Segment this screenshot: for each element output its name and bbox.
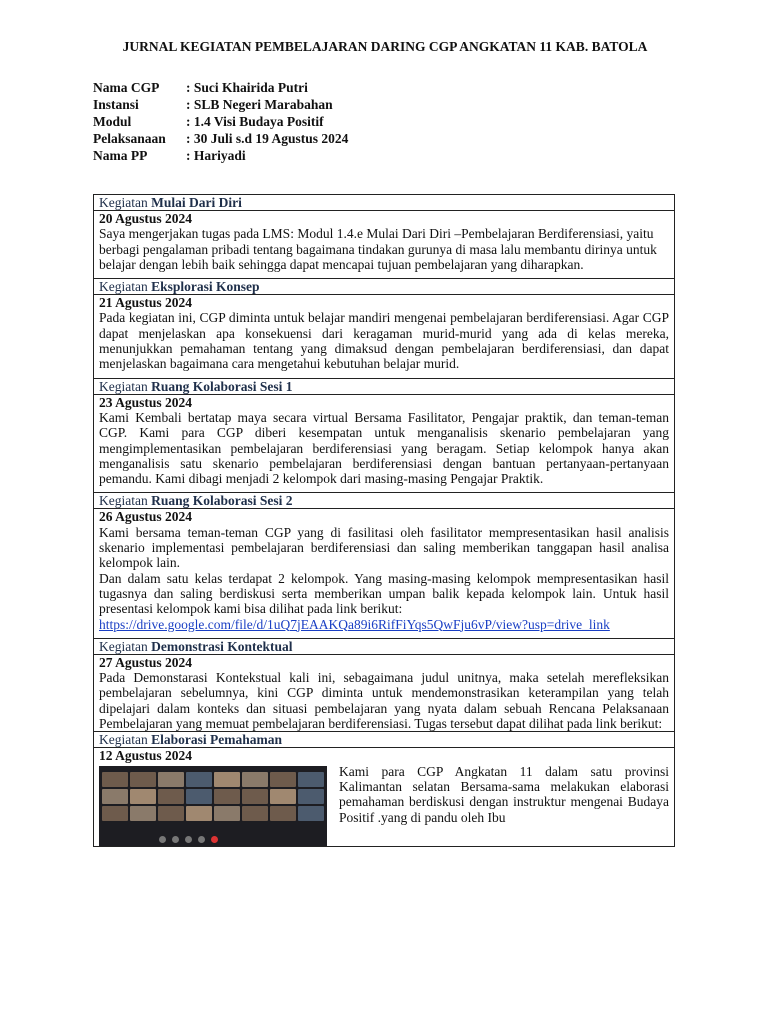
activity-name: Eksplorasi Konsep [151, 279, 260, 295]
activity-body [94, 211, 674, 278]
activity-header [94, 639, 674, 655]
activity-name: Demonstrasi Kontektual [151, 638, 293, 654]
participant-tile [158, 772, 184, 787]
participant-tile [214, 772, 240, 787]
activity-keyword: Kegiatan [99, 638, 148, 654]
participant-tile [242, 806, 268, 821]
activity-keyword: Kegiatan [99, 378, 148, 394]
meta-value: : Hariyadi [186, 148, 246, 163]
activity-name: Mulai Dari Diri [151, 195, 242, 210]
activity-text: Kami Kembali bertatap maya secara virtual Bersama Fasilitator, Pengajar praktik, dan teman-teman CGP. Kami para CGP diberi kesempatan untuk menganalisis skenario pembelajaran yang mengimplementasikan pembelajaran berdiferensiasi yang beragam. Setiap kelompok hanya akan menganalisis satu skenario pembelajaran berdiferensiasi dengan bantuan pertanyaan-pertanyaan pemandu. Kami dibagi menjadi 2 kelompok dari masing-masing Pengajar Praktik. [99, 409, 669, 487]
activity-name: Ruang Kolaborasi Sesi 2 [151, 493, 293, 509]
participant-tile [130, 789, 156, 804]
activity-eksplorasi-konsep [94, 279, 674, 378]
camera-icon [172, 836, 179, 843]
identity-block [93, 79, 348, 164]
activity-body [94, 748, 674, 845]
activity-ruang-kolaborasi-2 [94, 493, 674, 638]
meta-label: Instansi [93, 97, 139, 112]
activity-date: 26 Agustus 2024 [99, 509, 193, 525]
meta-value: : SLB Negeri Marabahan [186, 97, 333, 112]
activity-text: Saya mengerjakan tugas pada LMS: Modul 1.4.e Mulai Dari Diri –Pembelajaran Berdiferensiasi, yaitu berbagi pengalaman pribadi tentang bagaimana tindakan gurunya di masa lalu membantu dirinya untuk belajar dengan lebih baik sehingga dapat mencapai tujuan pembelajaran yang diharapkan. [99, 226, 657, 272]
activity-body [94, 295, 674, 377]
participant-tile [158, 789, 184, 804]
meta-value: : 1.4 Visi Budaya Positif [186, 114, 324, 129]
activity-keyword: Kegiatan [99, 493, 148, 509]
activity-header [94, 195, 674, 211]
meta-row [93, 113, 348, 130]
activity-header [94, 379, 674, 395]
share-icon [185, 836, 192, 843]
activity-demonstrasi-kontektual [94, 639, 674, 732]
meta-label: Nama CGP [93, 80, 160, 95]
call-controls [159, 836, 218, 843]
activity-text-2: Dan dalam satu kelas terdapat 2 kelompok. Yang masing-masing kelompok mempresentasikan hasil tugasnya dan saling berdiskusi serta memberikan umpan balik kepada kelompok lain. Untuk hasil presentasi kelompok kami bisa dilihat pada link berikut: [99, 570, 669, 617]
activity-text: Kami bersama teman-teman CGP yang di fasilitasi oleh fasilitator mempresentasikan hasil analisis skenario implementasi pembelajaran berdiferensiasi dan saling memberikan tanggapan hasil analisa kelompok lain. [99, 524, 669, 571]
activity-text: Kami para CGP Angkatan 11 dalam satu provinsi Kalimantan selatan Bersama-sama melakukan elaborasi pemahaman berdiskusi dengan instruktur mengenai Budaya Positif .yang di pandu oleh Ibu [339, 763, 669, 825]
activity-header [94, 279, 674, 295]
participant-tile [186, 806, 212, 821]
activity-ruang-kolaborasi-1 [94, 379, 674, 494]
activity-date: 27 Agustus 2024 [99, 654, 193, 670]
elaboration-content [99, 764, 669, 846]
activity-name: Elaborasi Pemahaman [151, 732, 282, 748]
activity-text: Pada kegiatan ini, CGP diminta untuk belajar mandiri mengenai pembelajaran berdiferensiasi. Agar CGP dapat menjelaskan apa konsekuensi dari keragaman murid-murid yang ada di kelas mereka, menunjukkan pemahaman tentang yang dimaksud dengan pembelajaran berdiferensiasi, dan dapat menjelaskan bagaimana cara mengetahui kebutuhan belajar murid. [99, 310, 669, 372]
meta-label: Pelaksanaan [93, 131, 166, 146]
activity-keyword: Kegiatan [99, 732, 148, 748]
activity-keyword: Kegiatan [99, 195, 148, 210]
activity-table [93, 194, 675, 847]
participant-tile [242, 789, 268, 804]
activity-date: 12 Agustus 2024 [99, 748, 193, 764]
participant-tile [270, 806, 296, 821]
activity-elaborasi-pemahaman [94, 732, 674, 845]
participant-tile [130, 772, 156, 787]
participant-tile [270, 772, 296, 787]
meta-label: Modul [93, 114, 132, 129]
document-title: JURNAL KEGIATAN PEMBELAJARAN DARING CGP ANGKATAN 11 KAB. BATOLA [122, 39, 648, 54]
video-call-screenshot [99, 766, 327, 846]
participant-tile [102, 806, 128, 821]
meta-row [93, 96, 348, 113]
participant-tile [270, 789, 296, 804]
activity-keyword: Kegiatan [99, 279, 148, 295]
participant-tile [102, 789, 128, 804]
participant-tile [214, 789, 240, 804]
participant-tile [130, 806, 156, 821]
drive-link[interactable]: https://drive.google.com/file/d/1uQ7jEAAKQa89i6RifFiYqs5QwFju6vP/view?usp=drive_link [99, 616, 610, 632]
activity-date: 21 Agustus 2024 [99, 295, 193, 311]
activity-name: Ruang Kolaborasi Sesi 1 [151, 378, 293, 394]
activity-mulai-dari-diri [94, 195, 674, 279]
activity-date: 23 Agustus 2024 [99, 394, 193, 410]
participant-tile [186, 789, 212, 804]
meta-label: Nama PP [93, 148, 148, 163]
mic-icon [159, 836, 166, 843]
activity-body [94, 509, 674, 637]
participant-tile [298, 806, 324, 821]
participant-grid [102, 772, 324, 821]
activity-body [94, 395, 674, 493]
participant-tile [242, 772, 268, 787]
meta-row [93, 130, 348, 147]
activity-date: 20 Agustus 2024 [99, 211, 193, 226]
more-icon [198, 836, 205, 843]
participant-tile [298, 789, 324, 804]
meta-value: : Suci Khairida Putri [186, 80, 308, 95]
participant-tile [214, 806, 240, 821]
participant-tile [186, 772, 212, 787]
activity-text: Pada Demonstarasi Kontekstual kali ini, sebagaimana judul unitnya, maka setelah merefleksikan pembelajaran sebelumnya, kini CGP diminta untuk mendemonstrasikan keterampilan yang telah dipelajari dalam konteks dan situasi pembelajaran yang nyata dalam sebuah Rencana Pelaksanaan Pembelajaran yang memuat pembelajaran berdiferensiasi. Tugas tersebut dapat dilihat pada link berikut: [99, 670, 669, 732]
activity-header [94, 493, 674, 509]
meta-value: : 30 Juli s.d 19 Agustus 2024 [186, 131, 349, 146]
participant-tile [102, 772, 128, 787]
meta-row [93, 147, 348, 164]
activity-body [94, 655, 674, 731]
activity-header [94, 732, 674, 748]
participant-tile [298, 772, 324, 787]
meta-row [93, 79, 348, 96]
participant-tile [158, 806, 184, 821]
end-call-icon [211, 836, 218, 843]
